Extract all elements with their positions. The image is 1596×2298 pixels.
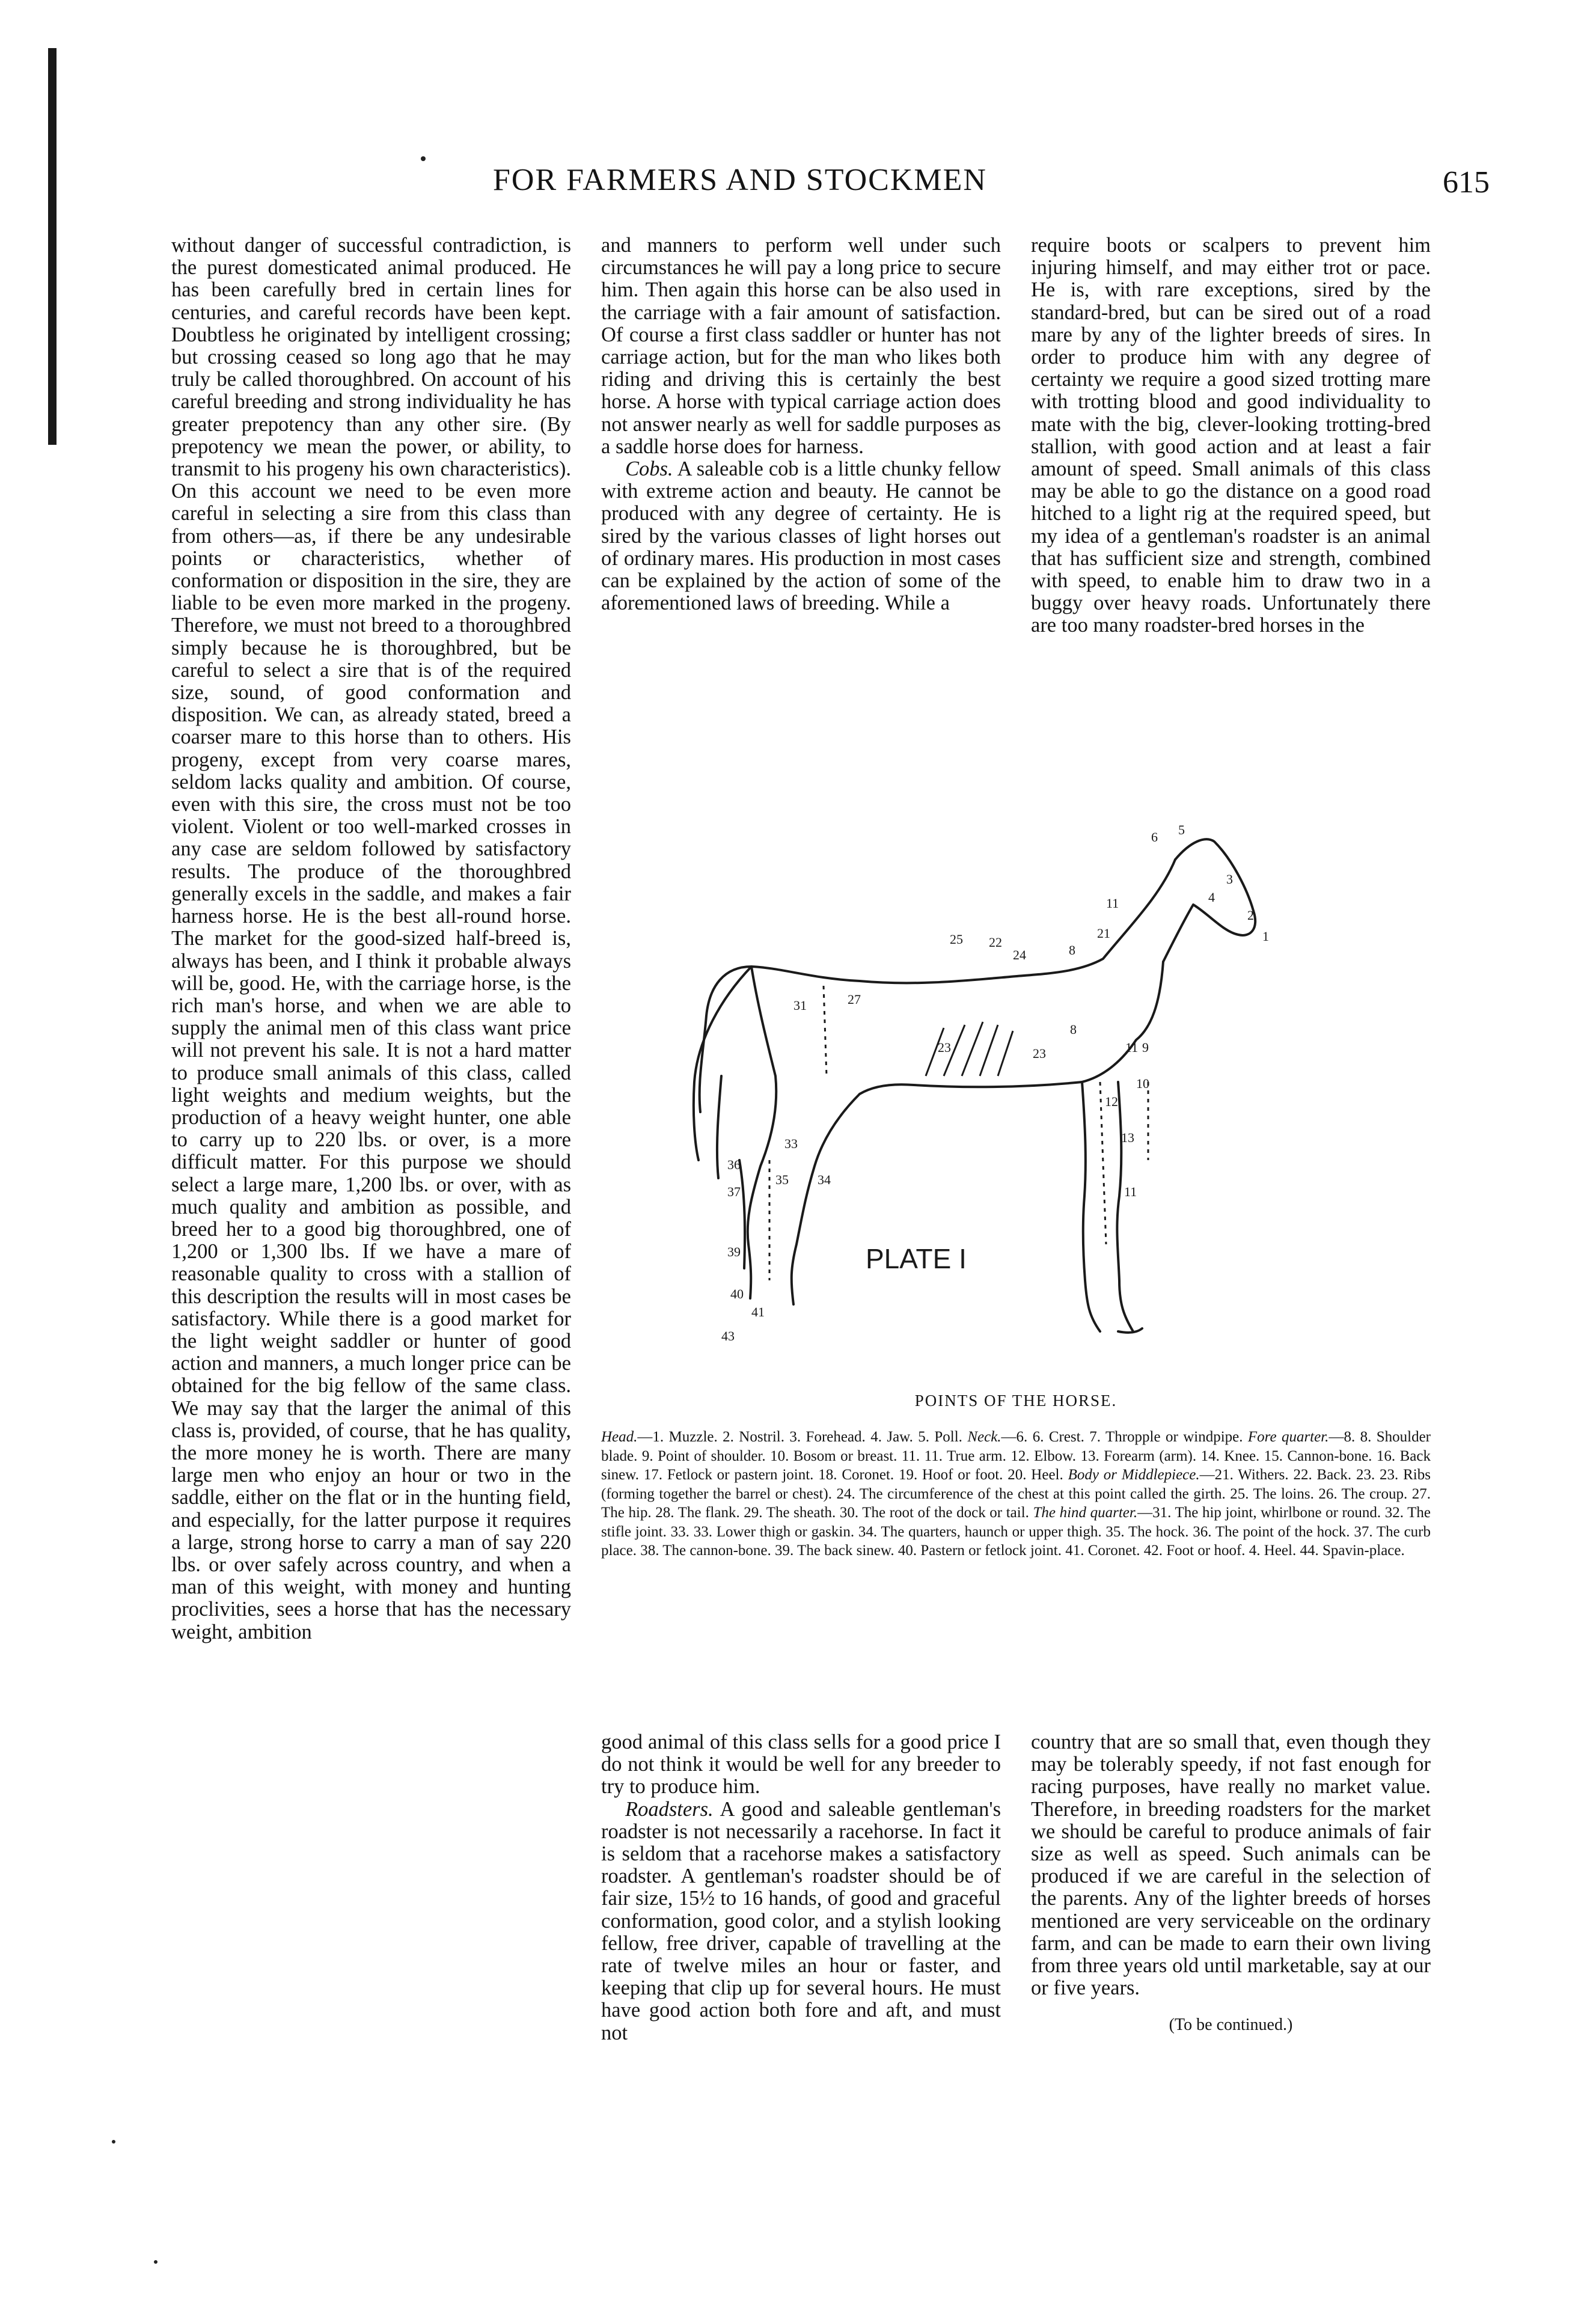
paragraph-text: A saleable cob is a little chunky fellow with extreme action and beauty. He cannot be produced with any degree of certainty. He is sired by the various classes of light horses out of ordinary mares. His production in most cases can be explained by the action of some of the aforementioned laws of breeding. While a bbox=[601, 457, 1001, 615]
point-number: 35 bbox=[775, 1172, 789, 1187]
point-number: 9 bbox=[1142, 1040, 1149, 1055]
binding-edge-mark bbox=[48, 48, 57, 445]
horse-outline bbox=[694, 839, 1255, 1333]
paragraph: require boots or scalpers to prevent him injuring himself, and may either trot or pace. He is, with rare exceptions, sired by the standard-bred, but can be sired out of a road mare by any of the lighter breeds of sires. In order to produce him with any degree of certainty we require a good sized trotting mare with trotting blood and good individuality to mate with the big, clever-looking trotting-bred stallion, with good action and at least a fair amount of speed. Small animals of this class may be able to go the distance on a good road hitched to a light rig at the required speed, but my idea of a gentleman's roadster is an animal that has sufficient size and strength, combined with speed, to enable him to draw two in a buggy over heavy roads. Unfortunately there are too many roadster-bred horses in the bbox=[1031, 234, 1431, 637]
legend-neck-label: Neck. bbox=[967, 1429, 1001, 1445]
point-number: 27 bbox=[848, 992, 861, 1007]
point-number: 23 bbox=[1033, 1046, 1046, 1061]
legend-body-label: Body or Middlepiece. bbox=[1068, 1467, 1200, 1483]
point-number: 1 bbox=[1262, 929, 1269, 944]
paragraph: good animal of this class sells for a good price I do not think it would be well for any breeder to try to produce him. bbox=[601, 1731, 1001, 1798]
point-number: 37 bbox=[727, 1184, 741, 1199]
point-number: 5 bbox=[1178, 824, 1185, 837]
text-column-right-bottom bbox=[1031, 1731, 1431, 2037]
section-head-cobs: Cobs. bbox=[625, 457, 673, 481]
point-number: 24 bbox=[1013, 947, 1026, 962]
page-number: 615 bbox=[1443, 165, 1490, 200]
legend-fore-label: Fore quarter. bbox=[1247, 1429, 1329, 1445]
point-number: 23 bbox=[938, 1040, 951, 1055]
point-number: 13 bbox=[1121, 1130, 1134, 1145]
legend-head-text: —1. Muzzle. 2. Nostril. 3. Forehead. 4. Jaw. 5. Poll. bbox=[637, 1429, 968, 1445]
point-number: 21 bbox=[1097, 926, 1110, 941]
running-title: FOR FARMERS AND STOCKMEN bbox=[493, 163, 987, 197]
paragraph: without danger of successful contradiction, is the purest domesticated animal produced. He has been carefully bred in certain lines for centuries, and careful records have been kept. Doubtless he originated by intelligent crossing; but crossing ceased so long ago that he may truly be called thoroughbred. On account of his careful breeding and strong individuality he has greater prepotency than any other sire. (By prepotency we mean the power, or ability, to transmit to his progeny his own characteristics). On this account we need to be even more careful in selecting a sire from this class than from others—as, if there be any undesirable points or characteristics, whether of conformation or disposition in the sire, they are liable to be even more marked in the progeny. Therefore, we must not breed to a thoroughbred simply because he is thoroughbred, but be careful to select a sire that is of the required size, sound, of good conformation and disposition. We can, as already stated, breed a coarser mare to this horse than to others. His progeny, except from very coarse mares, seldom lacks quality and ambition. Of course, even with this sire, the cross must not be too violent. Violent or too well-marked crosses in any case are seldom followed by satisfactory results. The produce of the thoroughbred generally excels in the saddle, and makes a fair harness horse. He is the best all-round horse. The market for the good-sized half-breed is, always has been, and I think it probable always will be, good. He, with the carriage horse, is the rich man's horse, and when we are able to supply the animal men of this class want price will not prevent his sale. It is not a hard matter to produce small animals of this class, called light weights and medium weights, but the production of a heavy weight hunter, one able to carry up to 220 lbs. or over, is a more difficult matter. For this purpose we should select a large mare, 1,200 lbs. or over, with as much quality and ambition as possible, and breed her to a good big thoroughbred, one of 1,200 or 1,300 lbs. If we have a mare of reasonable quality to cross with a stallion of this description the results will in most cases be satisfactory. While there is a good market for the light weight saddler or hunter of good action and manners, a much longer price can be obtained for the big fellow of the same class. We may say that the larger the animal of this class is, provided, of course, that he has quality, the more money he is worth. There are many large men who enjoy an hour or two in the saddle, either on the flat or in the hunting field, and especially, for the latter purpose it requires a large, strong horse to carry a man of say 220 lbs. or over safely across country, and when a man of this weight, with money and hunting proclivities, sees a horse that has the necessary weight, ambition bbox=[171, 234, 571, 1643]
dotted-guide-lines bbox=[769, 986, 1148, 1280]
figure-legend bbox=[601, 1428, 1431, 1560]
section-head-roadsters: Roadsters. bbox=[625, 1797, 714, 1821]
point-number: 3 bbox=[1226, 872, 1233, 887]
point-number: 10 bbox=[1136, 1076, 1149, 1091]
point-number: 4 bbox=[1208, 890, 1215, 905]
point-numbers bbox=[721, 824, 1269, 1343]
point-number: 39 bbox=[727, 1244, 741, 1259]
paragraph-roadsters bbox=[601, 1798, 1001, 2044]
legend-hind-label: The hind quarter. bbox=[1033, 1505, 1138, 1521]
horse-drawing bbox=[661, 824, 1383, 1395]
point-number: 2 bbox=[1247, 908, 1254, 923]
point-number: 25 bbox=[950, 932, 963, 947]
point-number: 34 bbox=[818, 1172, 831, 1187]
figure-caption: POINTS OF THE HORSE. bbox=[914, 1392, 1118, 1410]
point-number: 6 bbox=[1151, 830, 1158, 845]
point-number: 22 bbox=[989, 935, 1002, 950]
point-number: 11 bbox=[1106, 896, 1119, 911]
point-number: 8 bbox=[1070, 1022, 1077, 1037]
continued-note: (To be continued.) bbox=[1169, 2015, 1293, 2035]
point-number: 12 bbox=[1105, 1094, 1118, 1109]
legend-fore-text: —8. 8. Shoulder blade. 9. Point of shoulder. 10. Bosom or breast. 11. 11. True arm. 12. Elbow. 13. Forearm (arm). 14. Knee. 15. Cannon-bone. 16. Back sinew. 17. Fetlock or pastern joint. 18. Coronet. 19. Hoof or foot. 20. Heel. bbox=[601, 1429, 1431, 1483]
scan-speck bbox=[112, 2140, 115, 2144]
text-column-middle-bottom bbox=[601, 1731, 1001, 2044]
paragraph-text: A good and saleable gentleman's roadster is not necessarily a racehorse. In fact it is seldom that a racehorse makes a satisfactory roadster. A gentleman's roadster should be of fair size, 15½ to 16 hands, of good and graceful conformation, good color, and a stylish looking fellow, free driver, capable of travelling at the rate of twelve miles an hour or faster, and keeping that clip up for several hours. He must have good action both fore and aft, and must not bbox=[601, 1797, 1001, 2044]
point-number: 43 bbox=[721, 1328, 735, 1343]
legend-hind-text: —31. The hip joint, whirlbone or round. 32. The stifle joint. 33. 33. Lower thigh or gaskin. 34. The quarters, haunch or upper thigh. 35. The hock. 36. The point of the hock. 37. The curb place. 38. The cannon-bone. 39. The back sinew. 40. Pastern or fetlock joint. 41. Coronet. 42. Foot or hoof. 4. Heel. 44. Spavin-place. bbox=[601, 1505, 1431, 1559]
point-number: 40 bbox=[730, 1286, 744, 1301]
point-number: 11 bbox=[1124, 1184, 1137, 1199]
point-number: 31 bbox=[793, 998, 807, 1013]
plate-label: PLATE I bbox=[866, 1243, 967, 1274]
point-number: 11 bbox=[1125, 1040, 1139, 1055]
point-number: 41 bbox=[751, 1304, 765, 1319]
text-column-left bbox=[171, 234, 571, 1643]
legend-neck-text: —6. 6. Crest. 7. Thropple or windpipe. bbox=[1001, 1429, 1248, 1445]
scan-speck bbox=[154, 2260, 157, 2264]
point-number: 33 bbox=[784, 1136, 798, 1151]
point-number: 8 bbox=[1069, 943, 1075, 958]
legend-head-label: Head. bbox=[601, 1429, 638, 1445]
text-column-middle-top bbox=[601, 234, 1001, 614]
scan-speck bbox=[421, 156, 426, 161]
paragraph: country that are so small that, even though they may be tolerably speedy, if not fast enough for racing purposes, have really no market value. Therefore, in breeding roadsters for the market we should be careful to produce animals of fair size as well as speed. Such animals can be produced if we are careful in the selection of the parents. Any of the lighter breeds of horses mentioned are very serviceable on the ordinary farm, and can be made to earn their own living from three years old until marketable, say at our or five years. bbox=[1031, 1731, 1431, 2000]
paragraph: and manners to perform well under such circumstances he will pay a long price to secure him. Then again this horse can be also used in the carriage with a fair amount of satisfaction. Of course a first class saddler or hunter has not carriage action, but for the man who likes both riding and driving this is certainly the best horse. A horse with typical carriage action does not answer nearly as well for saddle purposes as a saddle horse does for harness. bbox=[601, 234, 1001, 458]
point-number: 36 bbox=[727, 1157, 741, 1172]
horse-diagram bbox=[661, 824, 1383, 1395]
text-column-right-top bbox=[1031, 234, 1431, 637]
legend-body-text: —21. Withers. 22. Back. 23. 23. Ribs (forming together the barrel or chest). 24. The circumference of the chest at this point called the girth. 25. The loins. 26. The croup. 27. The hip. 28. The flank. 29. The sheath. 30. The root of the dock or tail. bbox=[601, 1467, 1431, 1521]
paragraph-cobs bbox=[601, 458, 1001, 614]
